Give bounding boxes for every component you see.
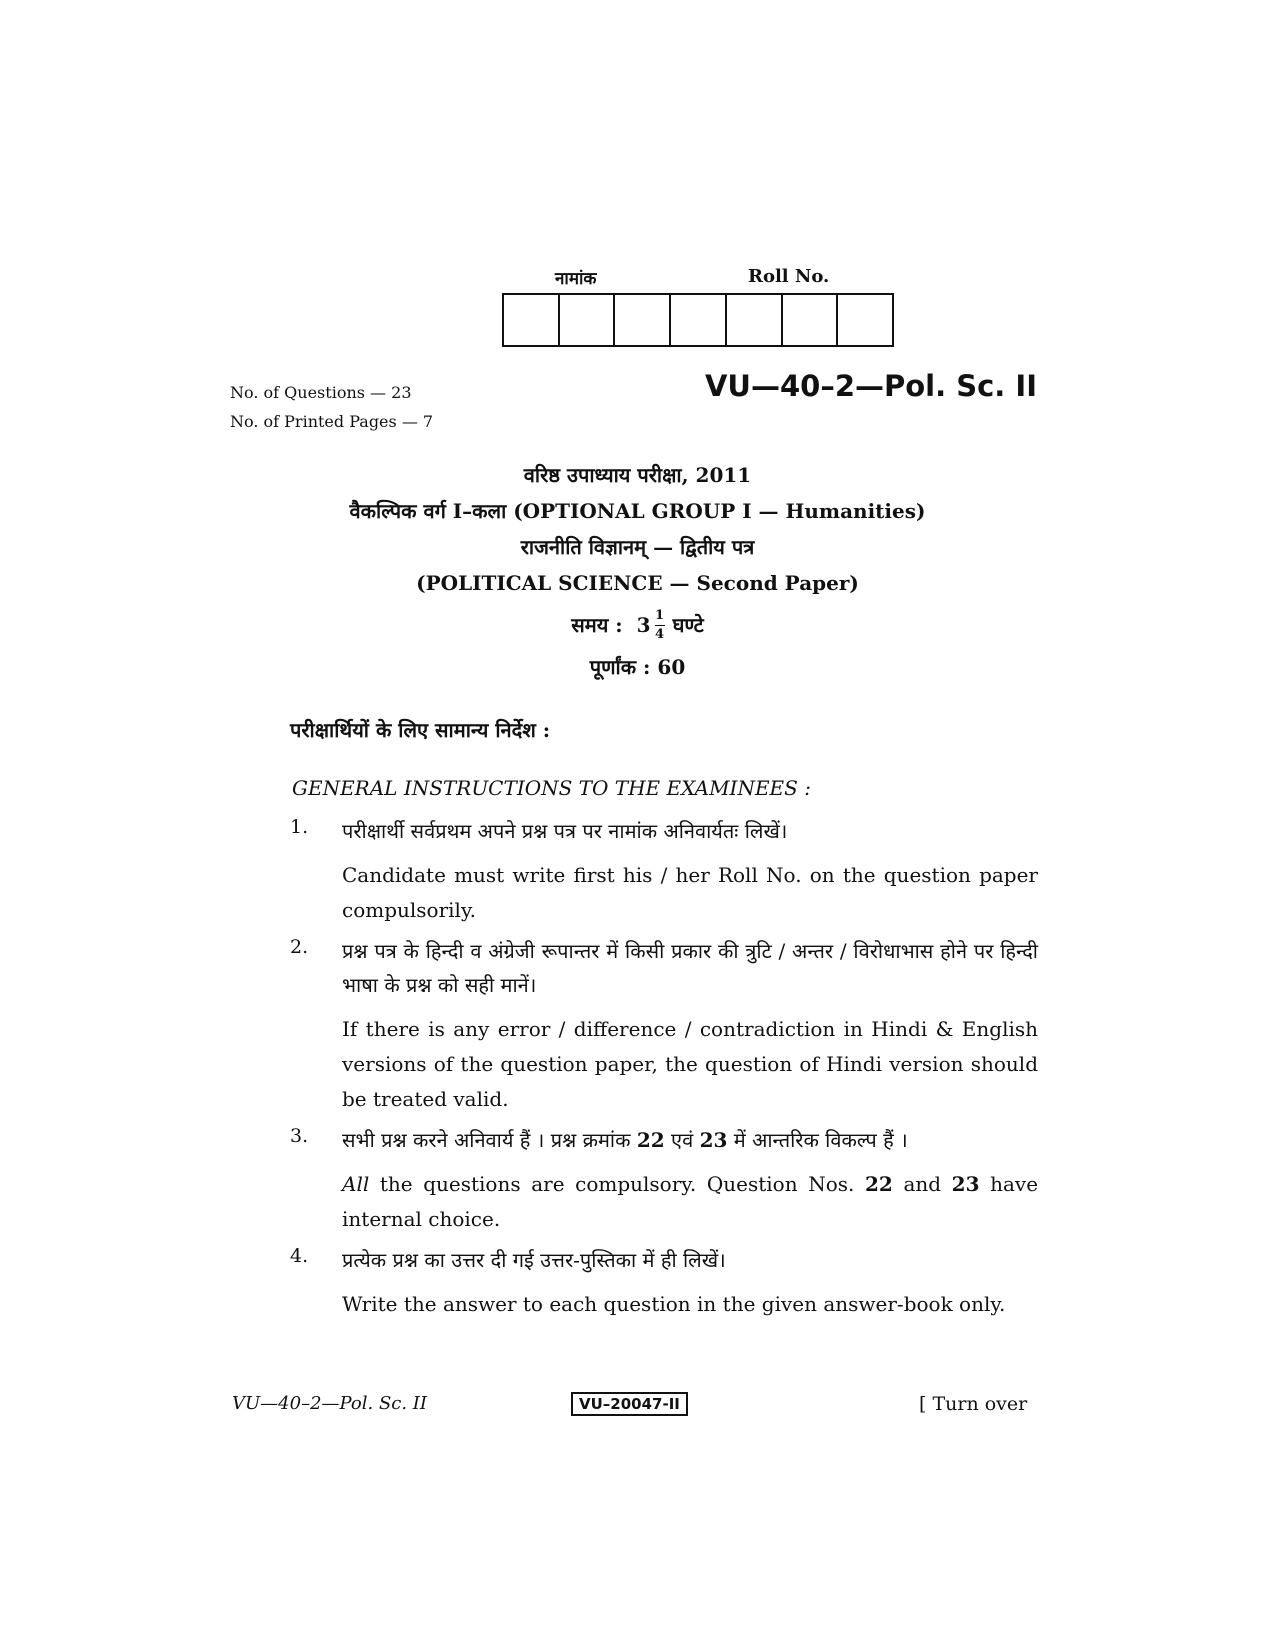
text-run: have internal choice. (342, 1172, 1039, 1231)
exam-header (0, 457, 1275, 685)
roll-number-boxes (502, 293, 894, 347)
text-run: All (342, 1172, 370, 1196)
roll-box[interactable] (727, 295, 783, 345)
roll-label-hindi: नामांक (555, 269, 597, 289)
instruction-item (290, 930, 1038, 1117)
instruction-hindi: परीक्षार्थी सर्वप्रथम अपने प्रश्न पत्र पर नामांक अनिवार्यतः लिखें। (342, 819, 788, 843)
question-number: 23 (951, 1172, 980, 1196)
footer-paper-code: VU—40–2—Pol. Sc. II (232, 1393, 428, 1414)
fraction-bar (655, 625, 665, 626)
question-count: No. of Questions — 23 (230, 383, 412, 402)
roll-box[interactable] (838, 295, 892, 345)
page-count: No. of Printed Pages — 7 (230, 412, 434, 431)
roll-box[interactable] (615, 295, 671, 345)
instruction-hindi: प्रत्येक प्रश्न का उत्तर दी गई उत्तर-पुस्तिका में ही लिखें। (342, 1248, 726, 1272)
subject-english: (POLITICAL SCIENCE — Second Paper) (416, 571, 859, 595)
time-fraction (655, 609, 665, 642)
instruction-english: Candidate must write first his / her Roll No. on the question paper compulsorily. (342, 863, 1038, 922)
time-numerator: 1 (655, 607, 665, 623)
instruction-english: Write the answer to each question in the given answer-book only. (342, 1292, 1006, 1316)
paper-code: VU—40–2—Pol. Sc. II (704, 369, 1037, 403)
instruction-number: 4. (290, 1245, 309, 1267)
time-label: समय : (571, 613, 623, 637)
max-marks: पूर्णांक : 60 (589, 655, 686, 679)
roll-box[interactable] (504, 295, 560, 345)
general-instructions-title-hindi: परीक्षार्थियों के लिए सामान्य निर्देश : (290, 718, 551, 742)
instruction-hindi: प्रश्न पत्र के हिन्दी व अंग्रेजी रूपान्तर में किसी प्रकार की त्रुटि / अन्तर / विरोधाभास होने पर हिन्दी भाषा के प्रश्न को सही मानें। (342, 939, 1038, 997)
instruction-number: 2. (290, 936, 309, 958)
paper-meta (230, 378, 433, 436)
instruction-list (290, 810, 1038, 1322)
general-instructions-title-english: GENERAL INSTRUCTIONS TO THE EXAMINEES : (292, 776, 811, 800)
text-run: and (903, 1172, 942, 1196)
roll-box[interactable] (783, 295, 839, 345)
instruction-hindi (342, 1119, 1038, 1157)
instruction-number: 3. (290, 1125, 309, 1147)
text-run: the questions are compulsory. Question Nos. (379, 1172, 855, 1196)
time-whole: 3 (636, 613, 651, 637)
time-denominator: 4 (655, 626, 665, 642)
text-run: एवं (671, 1128, 694, 1152)
instruction-item (290, 810, 1038, 928)
subject-hindi: राजनीति विज्ञानम् — द्वितीय पत्र (520, 535, 755, 559)
footer-serial-code: VU–20047-II (571, 1392, 688, 1416)
roll-label-english: Roll No. (748, 266, 830, 287)
time-allowed (0, 601, 1275, 649)
time-unit: घण्टे (672, 613, 704, 637)
question-number: 22 (636, 1128, 665, 1152)
roll-box[interactable] (560, 295, 616, 345)
question-number: 23 (699, 1128, 728, 1152)
exam-title: वरिष्ठ उपाध्याय परीक्षा, 2011 (523, 463, 752, 487)
instruction-item (290, 1239, 1038, 1322)
instruction-english: If there is any error / difference / contradiction in Hindi & English versions of the question paper, the question of Hindi version should be treated valid. (342, 1017, 1038, 1111)
question-number: 22 (864, 1172, 893, 1196)
group-title: वैकल्पिक वर्ग I–कला (OPTIONAL GROUP I — Humanities) (349, 499, 926, 523)
turn-over-note: [ Turn over (919, 1393, 1028, 1415)
instruction-item (290, 1119, 1038, 1237)
instruction-number: 1. (290, 816, 309, 838)
text-run: सभी प्रश्न करने अनिवार्य हैं । प्रश्न क्रमांक (342, 1128, 631, 1152)
roll-box[interactable] (671, 295, 727, 345)
instruction-english (342, 1167, 1038, 1237)
text-run: में आन्तरिक विकल्प हैं । (733, 1128, 908, 1152)
